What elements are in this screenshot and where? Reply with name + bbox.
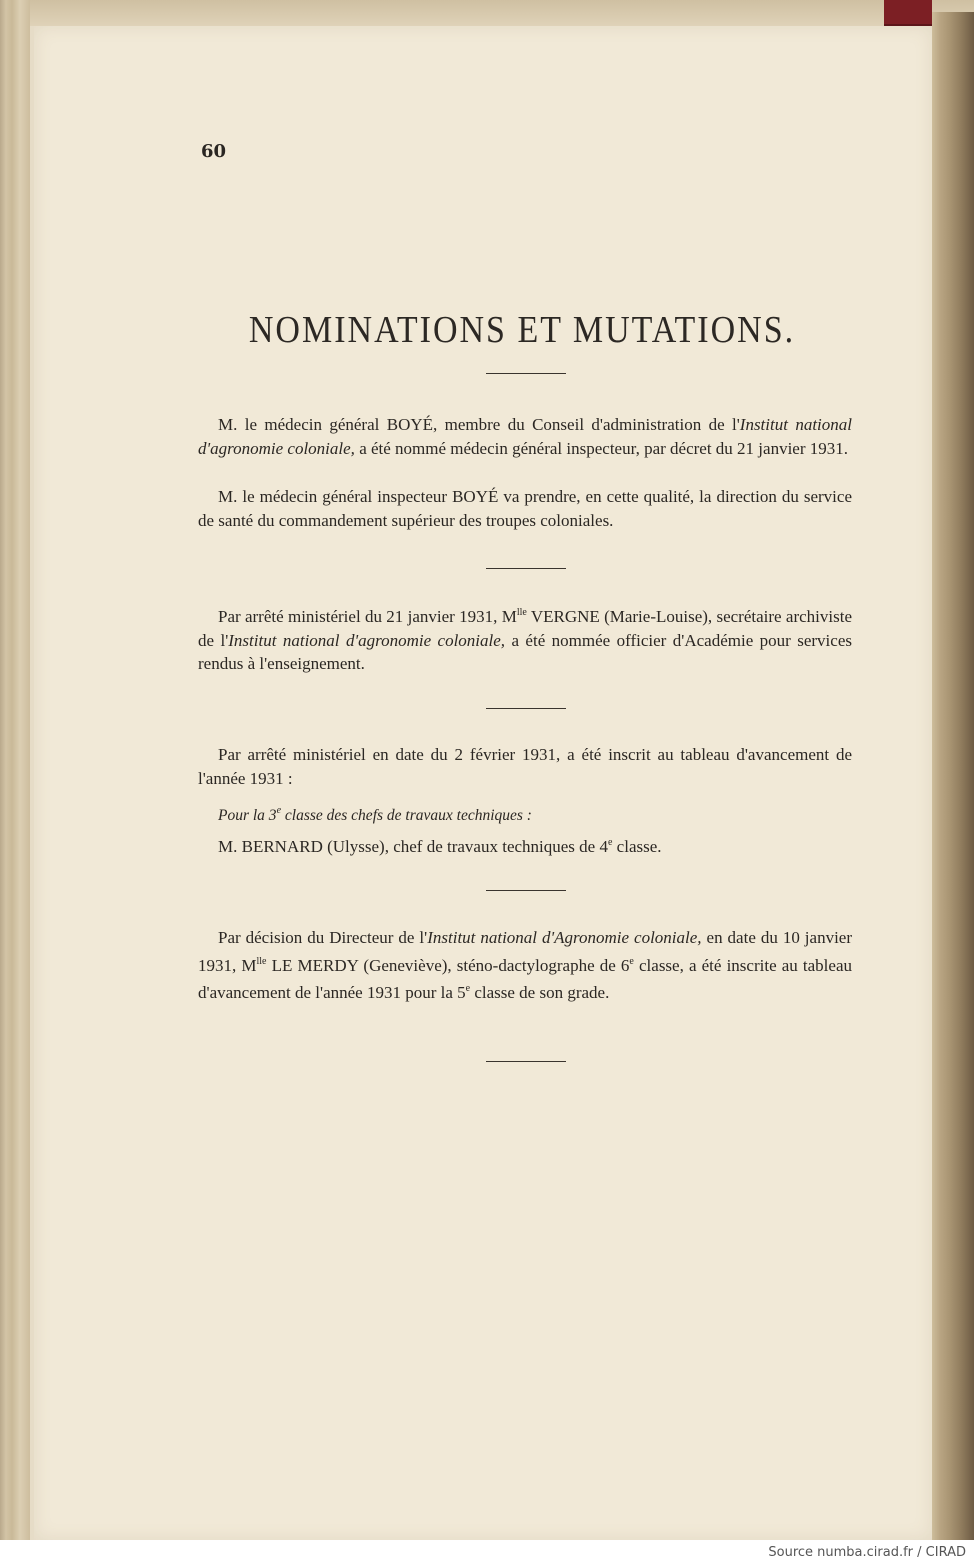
page-title: NOMINATIONS ET MUTATIONS. bbox=[248, 309, 796, 352]
separator-rule bbox=[486, 1061, 566, 1062]
book-top-edge bbox=[30, 0, 974, 26]
paragraph-boye-direction: M. le médecin général inspecteur BOYÉ va prendre, en cette qualité, la direction du service de santé du commandement supérieur des troupes coloniales. bbox=[198, 487, 852, 530]
book-right-edge bbox=[932, 12, 974, 1540]
separator-rule bbox=[486, 568, 566, 569]
page-number: 60 bbox=[201, 141, 227, 162]
source-credit: Source numba.cirad.fr / CIRAD bbox=[768, 1545, 966, 1560]
subheading-3e-classe: Pour la 3e classe des chefs de travaux techniques : bbox=[218, 805, 532, 824]
paragraph-vergne: Par arrêté ministériel du 21 janvier 1931, $M^{lle}$ VERGNE (Marie-Louise), secrétaire archiviste de l'Institut national d'agronomie coloniale, a été nommée officier d'Académie pour services rendus à l'enseignement. bbox=[198, 607, 852, 673]
paragraph-boye-nomination: M. le médecin général BOYÉ, membre du Conseil d'administration de l'Institut national d'agronomie coloniale, a été nommé médecin général inspecteur, par décret du 21 janvier 1931. bbox=[198, 415, 852, 458]
footer-bar bbox=[0, 1540, 974, 1566]
entry-bernard: M. BERNARD (Ulysse), chef de travaux techniques de 4e classe. bbox=[218, 837, 662, 856]
paragraph-le-merdy: Par décision du Directeur de l'Institut national d'Agronomie coloniale, en date du 10 janvier 1931, $M^{lle}$ LE MERDY (Geneviève), sténo-dactylographe de 6e classe, a été inscrite au tableau d'avancement de l'année 1931 pour la 5e classe de son grade. bbox=[198, 928, 853, 1002]
paragraph-avancement: Par arrêté ministériel en date du 2 février 1931, a été inscrit au tableau d'avancement de l'année 1931 : bbox=[198, 745, 852, 788]
separator-rule bbox=[486, 708, 566, 709]
red-binding-tab bbox=[884, 0, 932, 26]
separator-rule bbox=[486, 890, 566, 891]
book-left-edge bbox=[0, 0, 30, 1540]
separator-rule bbox=[486, 373, 566, 374]
